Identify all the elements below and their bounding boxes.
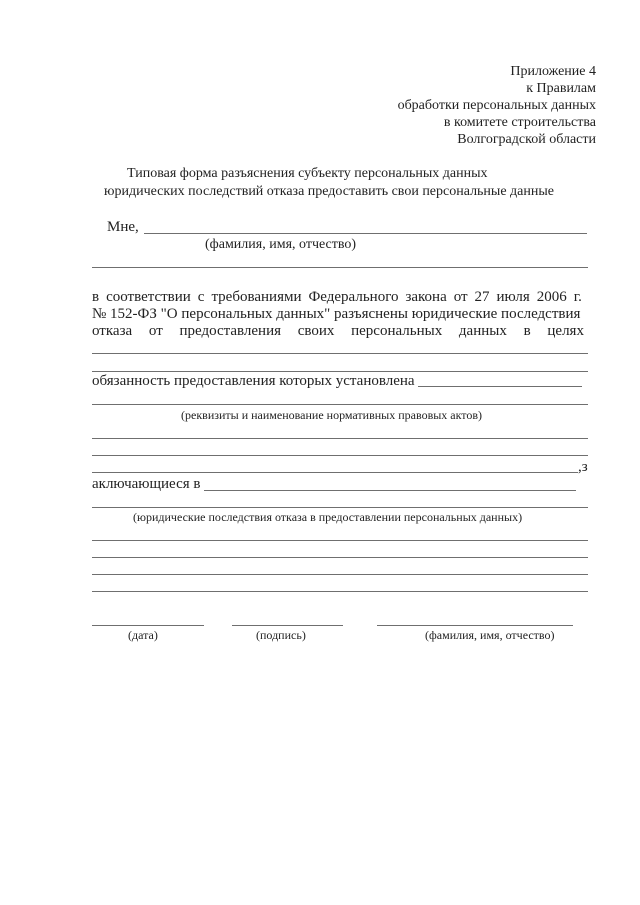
para-word: целях <box>547 323 584 339</box>
acts-continuation-line-2[interactable] <box>92 455 588 456</box>
date-caption: (дата) <box>128 628 158 642</box>
title-line-1: Типовая форма разъяснения субъекту персональных данных <box>127 166 488 181</box>
para-word: требованиями <box>211 289 302 305</box>
consequences-caption: (юридические последствия отказа в предоставлении персональных данных) <box>133 510 523 524</box>
paragraph-line-3 <box>92 322 584 340</box>
para-word: соответствии <box>106 289 191 305</box>
signer-fio-input-line[interactable] <box>377 625 573 626</box>
signer-fio-caption: (фамилия, имя, отчество) <box>425 628 555 642</box>
consequences-continuation-line-1[interactable] <box>92 540 588 541</box>
title-line-2: юридических последствий отказа предоставить свои персональные данные <box>104 184 554 199</box>
obligation-input-line[interactable] <box>418 386 582 387</box>
fio-input-line[interactable] <box>144 233 587 234</box>
acts-caption: (реквизиты и наименование нормативных правовых актов) <box>181 408 483 422</box>
para-word: закона <box>405 289 447 305</box>
paragraph-line-2: № 152-ФЗ "О персональных данных" разъяснены юридические последствия <box>92 306 581 322</box>
appendix-region: Волгоградской области <box>457 132 596 147</box>
me-label: Мне, <box>107 219 139 235</box>
para-word: г. <box>573 289 582 305</box>
obligation-label: обязанность предоставления которых установлена <box>92 373 415 389</box>
para-word: персональных <box>351 323 443 339</box>
para-word: с <box>197 289 205 305</box>
consequences-line[interactable] <box>92 507 588 508</box>
date-input-line[interactable] <box>92 625 204 626</box>
acts-continuation-line-1[interactable] <box>92 438 588 439</box>
para-word: предоставления <box>179 323 281 339</box>
para-word: в <box>92 289 100 305</box>
acts-continuation-line-3[interactable] <box>92 472 578 473</box>
consist-label: аключающиеся в <box>92 476 201 492</box>
para-word: отказа <box>92 323 133 339</box>
paragraph-line-1 <box>92 288 582 306</box>
fio-continuation-line[interactable] <box>92 267 588 268</box>
para-word: своих <box>297 323 335 339</box>
consequences-continuation-line-4[interactable] <box>92 591 588 592</box>
para-word: от <box>148 323 163 339</box>
appendix-processing: обработки персональных данных <box>397 98 596 113</box>
para-word: от <box>453 289 468 305</box>
fio-caption: (фамилия, имя, отчество) <box>205 237 357 252</box>
para-word: 27 <box>474 289 490 305</box>
appendix-committee: в комитете строительства <box>443 115 596 130</box>
para-word: 2006 <box>536 289 567 305</box>
z-suffix: ,з <box>578 459 588 475</box>
signature-input-line[interactable] <box>232 625 343 626</box>
signature-caption: (подпись) <box>256 628 306 642</box>
para-word: данных <box>458 323 507 339</box>
consist-input-line[interactable] <box>204 490 576 491</box>
consequences-continuation-line-3[interactable] <box>92 574 588 575</box>
consequences-continuation-line-2[interactable] <box>92 557 588 558</box>
para-word: июля <box>496 289 530 305</box>
appendix-number: Приложение 4 <box>510 64 596 79</box>
purpose-line-1[interactable] <box>92 353 588 354</box>
acts-line[interactable] <box>92 404 588 405</box>
para-word: Федерального <box>308 289 399 305</box>
appendix-rules-ref: к Правилам <box>526 81 596 96</box>
para-word: в <box>523 323 531 339</box>
